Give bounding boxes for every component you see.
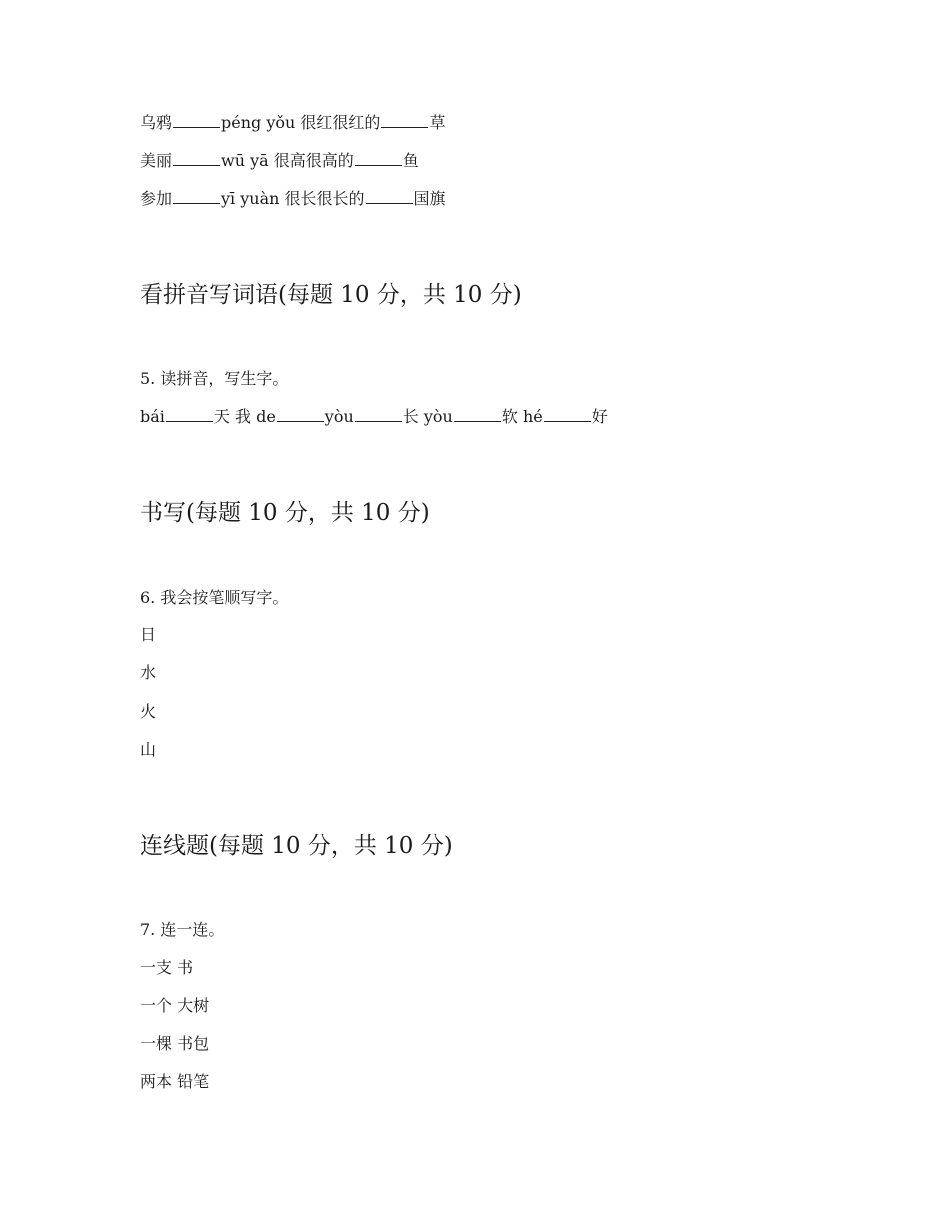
match-pair: 两本 铅笔 bbox=[140, 1072, 210, 1091]
word-row-2 bbox=[140, 150, 419, 172]
pinyin-row bbox=[140, 406, 608, 428]
answer-blank[interactable] bbox=[173, 150, 220, 166]
answer-blank[interactable] bbox=[173, 112, 220, 128]
section-title-writing: 书写(每题 10 分，共 10 分) bbox=[140, 500, 430, 526]
pinyin-text: bái bbox=[140, 407, 165, 426]
row-text: 乌鸦 bbox=[140, 113, 173, 132]
answer-blank[interactable] bbox=[277, 406, 324, 422]
answer-blank[interactable] bbox=[355, 406, 402, 422]
match-pair: 一支 书 bbox=[140, 958, 194, 977]
row-text: 参加 bbox=[140, 189, 173, 208]
stroke-char: 火 bbox=[140, 702, 157, 721]
row-text: 鱼 bbox=[402, 151, 419, 170]
word-row-1 bbox=[140, 112, 445, 134]
section-title-pinyin: 看拼音写词语(每题 10 分，共 10 分) bbox=[140, 282, 522, 308]
question-5: 5. 读拼音，写生字。 bbox=[140, 369, 289, 388]
word-row-3 bbox=[140, 188, 446, 210]
row-text: wū yā 很高很高的 bbox=[221, 151, 354, 170]
answer-blank[interactable] bbox=[381, 112, 428, 128]
match-pair: 一个 大树 bbox=[140, 996, 210, 1015]
answer-blank[interactable] bbox=[166, 406, 213, 422]
answer-blank[interactable] bbox=[544, 406, 591, 422]
pinyin-text: yòu bbox=[324, 407, 354, 426]
answer-blank[interactable] bbox=[355, 150, 402, 166]
row-text: yī yuàn 很长很长的 bbox=[221, 189, 365, 208]
question-7: 7. 连一连。 bbox=[140, 920, 225, 939]
row-text: 草 bbox=[429, 113, 446, 132]
row-text: 美丽 bbox=[140, 151, 173, 170]
answer-blank[interactable] bbox=[454, 406, 501, 422]
row-text: 国旗 bbox=[413, 189, 446, 208]
row-text: péng yǒu 很红很红的 bbox=[221, 113, 381, 132]
stroke-char: 日 bbox=[140, 625, 157, 644]
section-title-matching: 连线题(每题 10 分，共 10 分) bbox=[140, 833, 453, 859]
pinyin-text: 好 bbox=[591, 407, 608, 426]
answer-blank[interactable] bbox=[173, 188, 220, 204]
answer-blank[interactable] bbox=[366, 188, 413, 204]
stroke-char: 水 bbox=[140, 663, 157, 682]
pinyin-text: 长 yòu bbox=[402, 407, 453, 426]
question-6: 6. 我会按笔顺写字。 bbox=[140, 588, 289, 607]
match-pair: 一棵 书包 bbox=[140, 1034, 210, 1053]
pinyin-text: 软 hé bbox=[501, 407, 543, 426]
pinyin-text: 天 我 de bbox=[213, 407, 276, 426]
stroke-char: 山 bbox=[140, 740, 157, 759]
